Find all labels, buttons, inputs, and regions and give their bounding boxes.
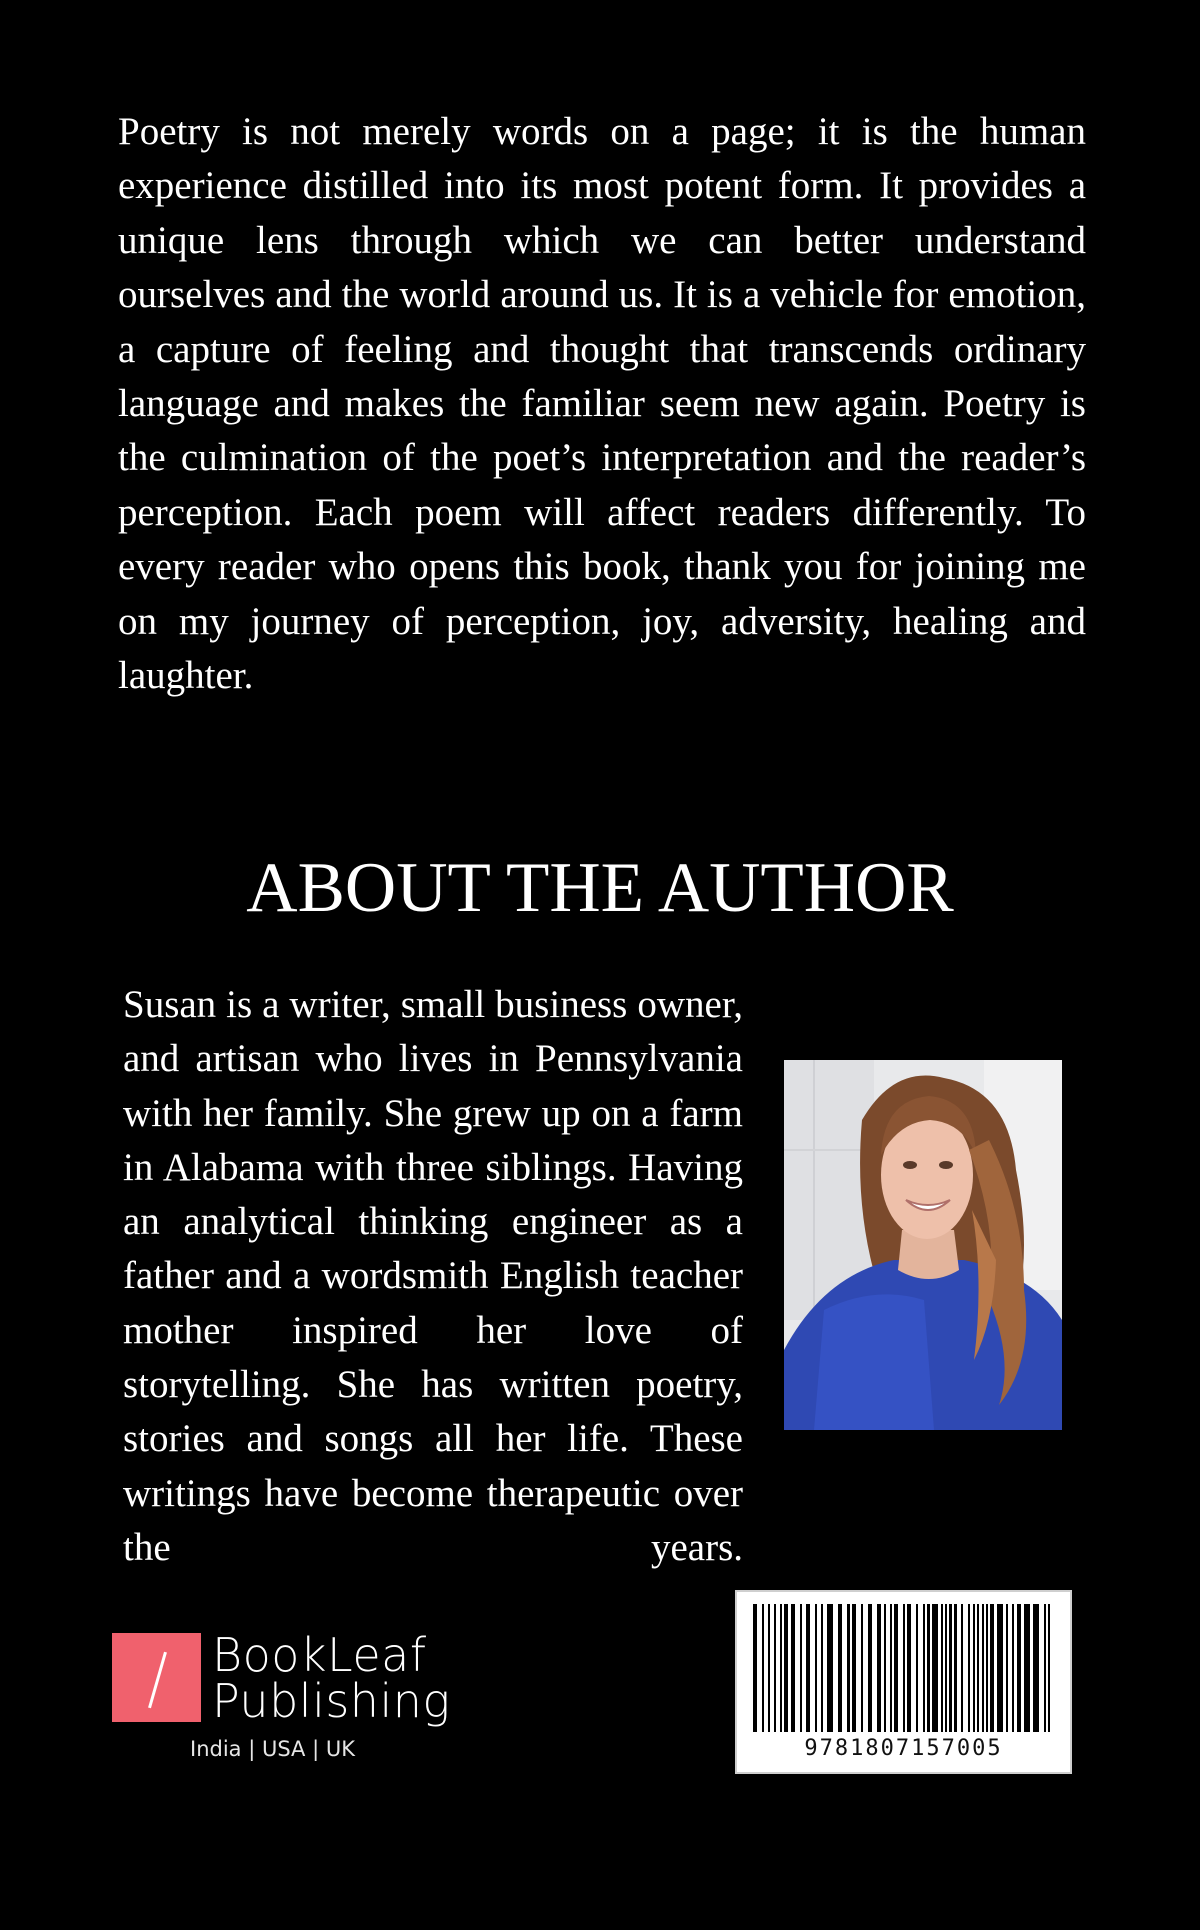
- publisher-regions: India | USA | UK: [190, 1737, 355, 1761]
- publisher-name-line1: BookLeaf: [212, 1628, 427, 1682]
- isbn-number: 9781807157005: [804, 1736, 1003, 1761]
- bookleaf-publishing-logo: [112, 1630, 452, 1770]
- barcode-bars-icon: [749, 1604, 1058, 1732]
- logo-mark-icon: [112, 1633, 201, 1722]
- publisher-name-line2: Publishing: [212, 1674, 451, 1728]
- isbn-barcode: [735, 1590, 1072, 1774]
- author-photo: [784, 1060, 1062, 1430]
- about-the-author-heading: ABOUT THE AUTHOR: [246, 849, 954, 927]
- back-cover-blurb: Poetry is not merely words on a page; it is the human experience distilled into its most potent form. It provides a unique lens through which we can better understand ourselves and the world around us. It is a vehicle for emotion, a capture of feeling and thought that transcends ordinary language and makes the familiar seem new again. Poetry is the culmination of the poet’s interpretation and the reader’s perception. Each poem will affect readers differently. To every reader who opens this book, thank you for joining me on my journey of perception, joy, adversity, healing and laughter.: [118, 110, 1086, 698]
- author-bio: Susan is a writer, small business owner, and artisan who lives in Pennsylvania with her family. She grew up on a farm in Alabama with three siblings. Having an analytical thinking engineer as a father and a wordsmith English teacher mother inspired her love of storytelling. She has written poetry, stories and songs all her life. These writings have become therapeutic over the years.: [123, 983, 743, 1569]
